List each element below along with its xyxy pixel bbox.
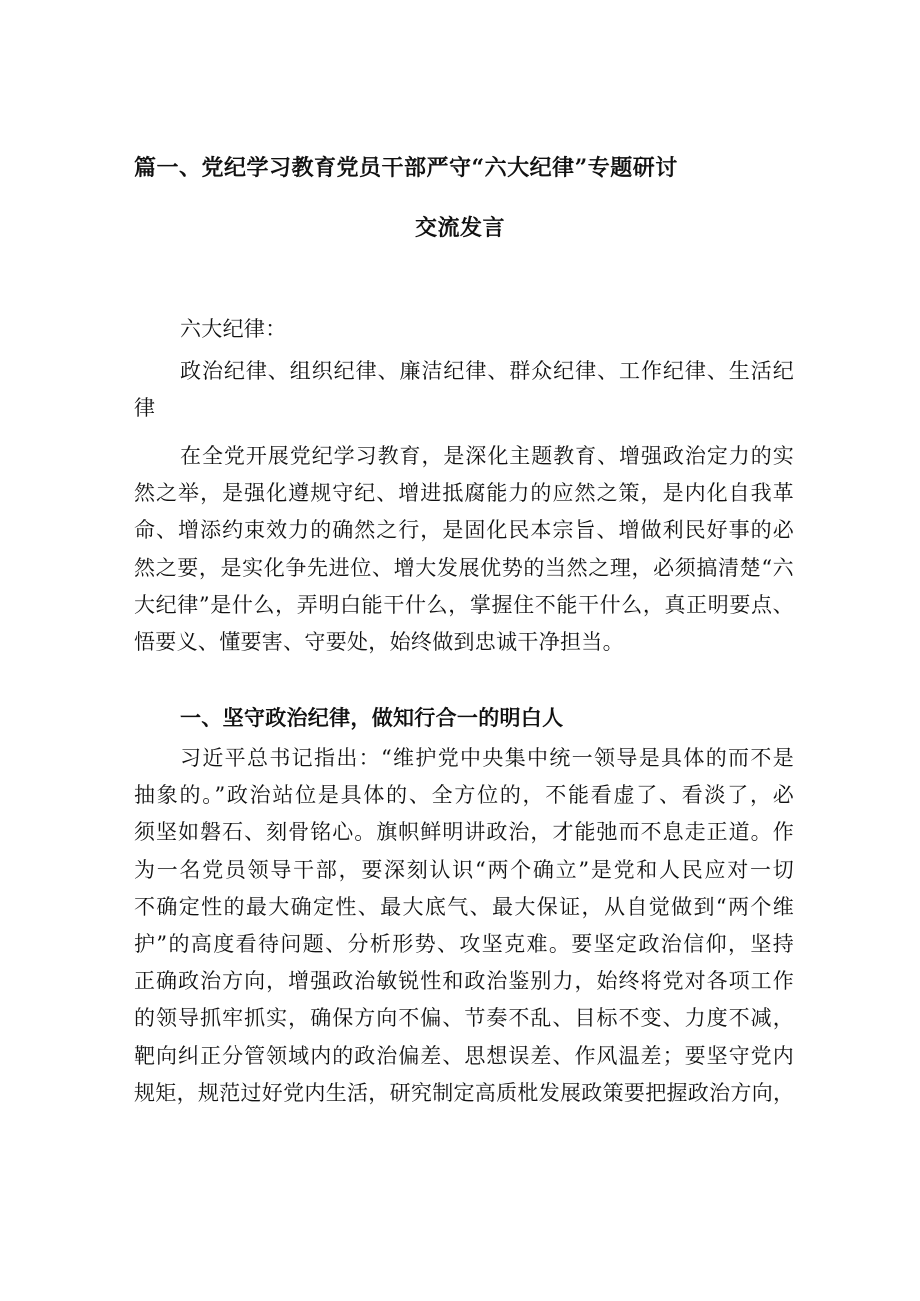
paragraph-line: 不确定性的最大确定性、最大底气、最大保证，从自觉做到“两个维 — [134, 894, 794, 919]
paragraph-line: 然之要，是实化争先进位、增大发展优势的当然之理，必须搞清楚“六 — [134, 555, 794, 580]
paragraph-line: 政治纪律、组织纪律、廉洁纪律、群众纪律、工作纪律、生活纪 — [180, 359, 794, 383]
paragraph-line: 习近平总书记指出：“维护党中央集中统一领导是具体的而不是 — [180, 746, 794, 770]
paragraph-line: 为一名党员领导干部，要深刻认识“两个确立”是党和人民应对一切 — [134, 857, 794, 882]
discipline-list-paragraph — [134, 353, 794, 427]
intro-paragraph — [134, 438, 794, 661]
body-paragraph — [134, 740, 794, 1112]
paragraph-line: 大纪律”是什么，弄明白能干什么，掌握住不能干什么，真正明要点、 — [134, 592, 794, 617]
paragraph-line: 命、增添约束效力的确然之行，是固化民本宗旨、增做利民好事的必 — [134, 518, 794, 543]
paragraph-line: 抽象的。”政治站位是具体的、全方位的，不能看虚了、看淡了，必 — [134, 783, 794, 808]
paragraph-line: 律 — [134, 396, 156, 421]
document-title-line-1: 篇一、党纪学习教育党员干部严守“六大纪律”专题研讨 — [134, 155, 678, 181]
section-heading: 一、坚守政治纪律，做知行合一的明白人 — [180, 705, 564, 730]
label-paragraph — [134, 311, 794, 348]
paragraph-line: 六大纪律： — [180, 317, 287, 341]
paragraph-line: 然之举，是强化遵规守纪、增进抵腐能力的应然之策，是内化自我革 — [134, 481, 794, 506]
paragraph-line: 靶向纠正分管领域内的政治偏差、思想误差、作风温差；要坚守党内 — [134, 1043, 794, 1068]
paragraph-line: 护”的高度看待问题、分析形势、攻坚克难。要坚定政治信仰，坚持 — [134, 932, 794, 957]
paragraph-line: 的领导抓牢抓实，确保方向不偏、节奏不乱、目标不变、力度不减， — [134, 1006, 794, 1031]
paragraph-line: 正确政治方向，增强政治敏锐性和政治鉴别力，始终将党对各项工作 — [134, 969, 794, 994]
paragraph-line: 在全党开展党纪学习教育，是深化主题教育、增强政治定力的实 — [180, 444, 794, 468]
document-title-line-2: 交流发言 — [414, 215, 505, 241]
paragraph-line: 规矩，规范过好党内生活，研究制定高质枇发展政策要把握政治方向， — [134, 1080, 795, 1105]
paragraph-line: 须坚如磐石、刻骨铭心。旗帜鲜明讲政治，才能弛而不息走正道。作 — [134, 820, 794, 845]
paragraph-line: 悟要义、懂要害、守要处，始终做到忠诚干净担当。 — [134, 630, 624, 655]
